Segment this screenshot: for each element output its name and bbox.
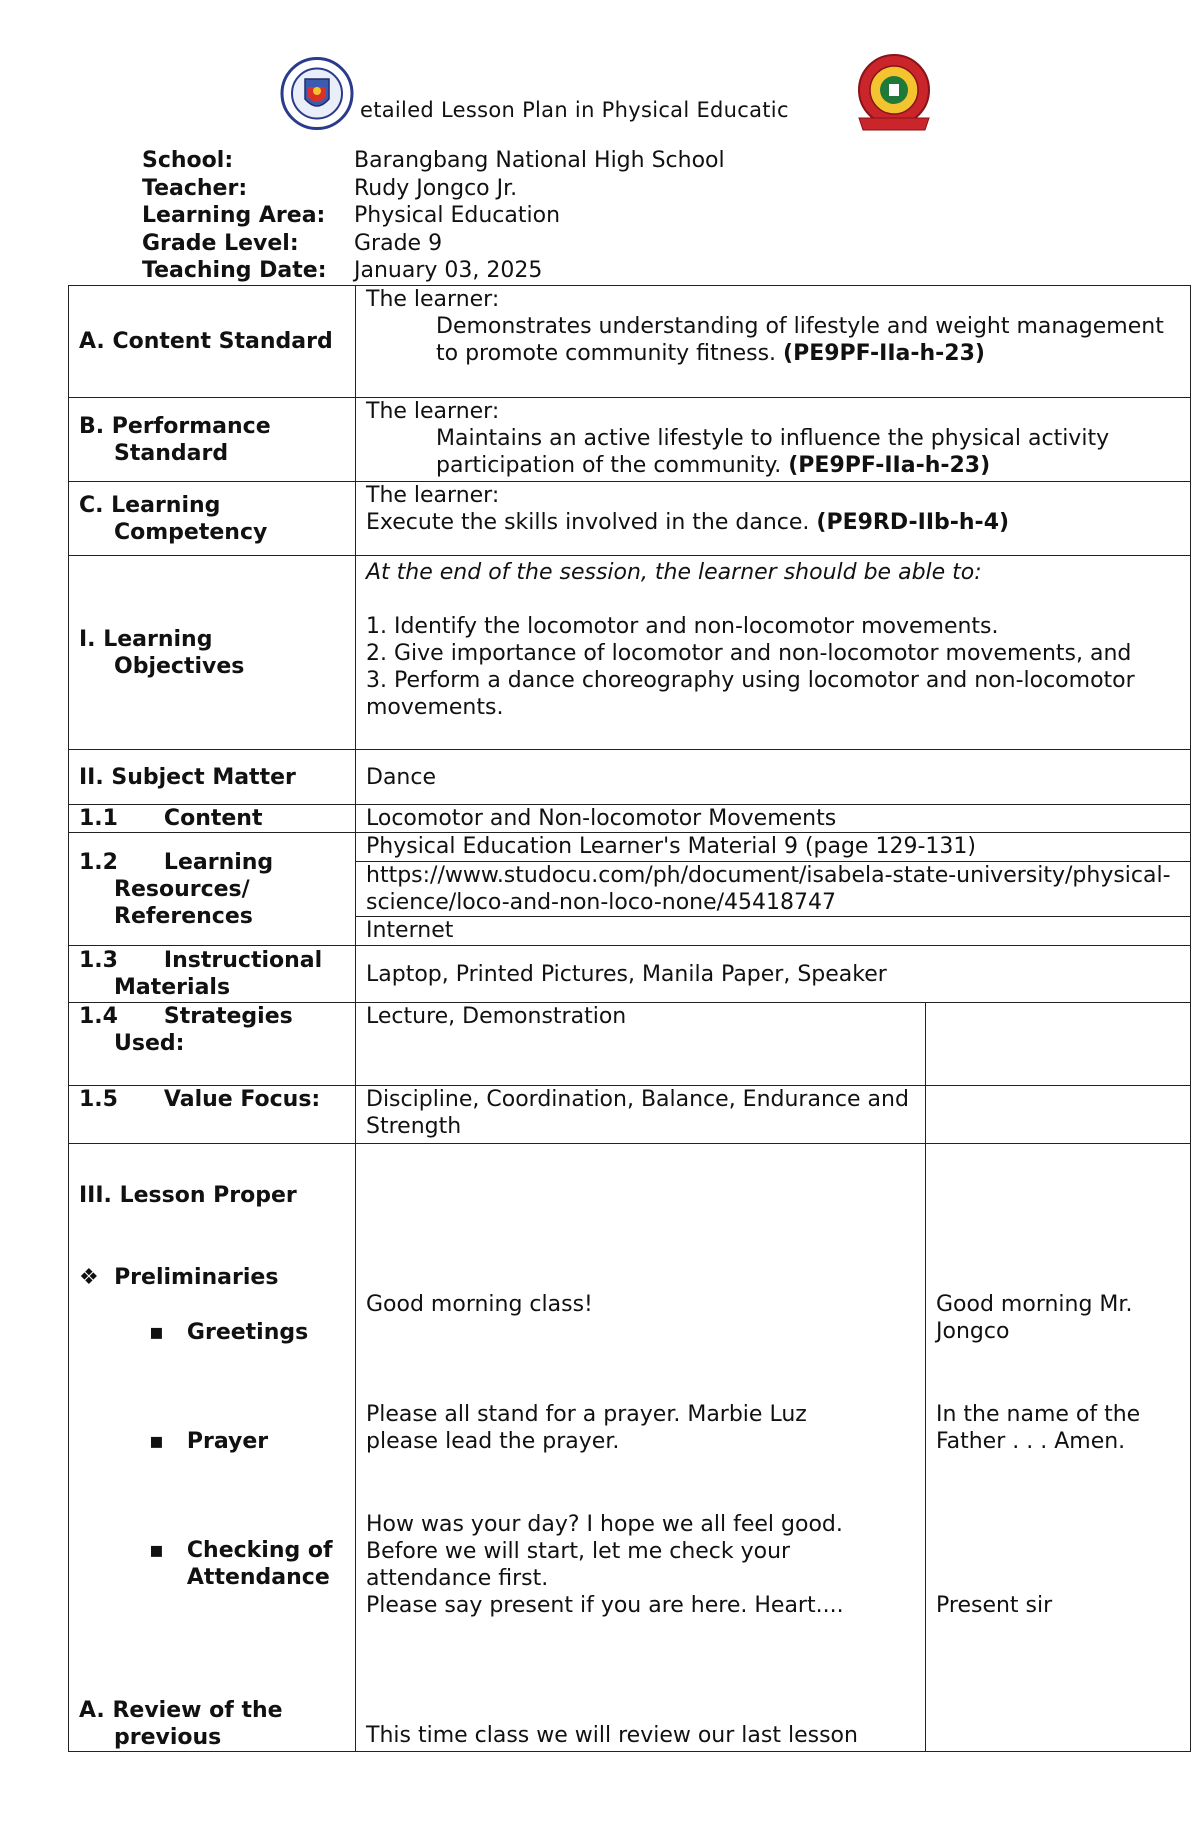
attendance-line: How was your day? I hope we all feel good. (366, 1512, 843, 1537)
learner-intro: The learner: (366, 399, 500, 424)
standard-text (366, 425, 1180, 479)
values-value: Discipline, Coordination, Balance, Endurance and Strength (356, 1086, 926, 1144)
row-label: II. Subject Matter (69, 750, 356, 805)
row-label: A. Content Standard (69, 286, 356, 398)
prayer-label (149, 1428, 268, 1455)
standard-body: Demonstrates understanding of lifestyle and weight management to promote community fitness. (436, 314, 1164, 366)
objective-item: 1. Identify the locomotor and non-locomotor movements. (366, 614, 999, 639)
info-label: Teacher: (142, 175, 248, 201)
row-label: 1.4 Strategies Used: (69, 1003, 356, 1086)
info-row-teacher (142, 175, 725, 203)
subject-matter-value: Dance (356, 750, 1191, 805)
info-label: Grade Level: (142, 230, 299, 256)
resource-link[interactable]: https://www.studocu.com/ph/document/isabela-state-university/physical-science/loco-and-non-loco-none/45418747 (356, 861, 1190, 916)
info-value: January 03, 2025 (354, 258, 543, 283)
greetings-text: Greetings (186, 1320, 309, 1345)
lesson-teacher-cell (356, 1144, 926, 1752)
square-bullet-icon: ▪ (149, 1320, 164, 1345)
competency-code: (PE9RD-IIb-h-4) (816, 510, 1010, 535)
competency-text (366, 509, 1180, 536)
objective-item: 2. Give importance of locomotor and non-locomotor movements, and (366, 641, 1132, 666)
row-learning-competency (69, 482, 1191, 556)
row-values (69, 1086, 1191, 1144)
prayer-teacher: Please all stand for a prayer. Marbie Luz please lead the prayer. (366, 1402, 807, 1454)
attendance-teacher (366, 1511, 916, 1619)
objectives-intro-text: At the end of the session, the learner should be able to: (366, 560, 982, 585)
learner-intro: The learner: (366, 287, 500, 312)
row-learning-objectives (69, 556, 1191, 750)
learning-competency-cell (356, 482, 1191, 556)
review-label: A. Review of the previous (79, 1698, 283, 1750)
objective-item: 3. Perform a dance choreography using locomotor and non-locomotor movements. (366, 668, 1135, 720)
preliminaries-label: Preliminaries (114, 1265, 279, 1290)
objectives-cell (356, 556, 1191, 750)
prayer-text: Prayer (186, 1429, 269, 1454)
attendance-label (149, 1537, 347, 1591)
row-label: B. Performance Standard (69, 398, 356, 482)
row-performance-standard (69, 398, 1191, 482)
info-label: School: (142, 148, 234, 173)
row-strategies (69, 1003, 1191, 1086)
row-label: 1.3 Instructional Materials (69, 946, 356, 1003)
diamond-bullet-icon: ❖ (79, 1265, 99, 1290)
review-teacher: This time class we will review our last lesson (366, 1723, 858, 1748)
lesson-proper-label: III. Lesson Proper (79, 1183, 297, 1208)
row-label: 1.5 Value Focus: (69, 1086, 356, 1144)
resources-cell (356, 833, 1191, 946)
strategies-value: Lecture, Demonstration (356, 1003, 926, 1086)
standard-body: Maintains an active lifestyle to influence the physical activity participation of the community. (436, 426, 1110, 478)
row-lesson-proper (69, 1144, 1191, 1752)
greetings-label (149, 1319, 308, 1346)
info-value: Grade 9 (354, 230, 443, 256)
info-label: Teaching Date: (142, 258, 327, 283)
deped-seal-logo (268, 57, 366, 130)
square-bullet-icon: ▪ (149, 1538, 164, 1563)
info-value: Barangbang National High School (354, 148, 725, 173)
strategies-student-cell (926, 1003, 1191, 1086)
content-standard-cell (356, 286, 1191, 398)
square-bullet-icon: ▪ (149, 1429, 164, 1454)
attendance-line: Before we will start, let me check your attendance first. (366, 1539, 791, 1591)
info-value: Physical Education (354, 203, 561, 228)
materials-value: Laptop, Printed Pictures, Manila Paper, Speaker (356, 946, 1191, 1003)
greetings-teacher: Good morning class! (366, 1292, 593, 1317)
standard-code: (PE9PF-IIa-h-23) (788, 453, 991, 478)
content-value: Locomotor and Non-locomotor Movements (356, 805, 1191, 833)
info-value: Rudy Jongco Jr. (354, 175, 518, 201)
info-row-school (142, 147, 725, 175)
attendance-text: Checking of Attendance (186, 1538, 333, 1590)
lesson-info (142, 147, 725, 285)
row-content (69, 805, 1191, 833)
learner-intro: The learner: (366, 483, 500, 508)
row-materials (69, 946, 1191, 1003)
row-resources (69, 833, 1191, 946)
info-row-grade-level (142, 230, 725, 258)
row-label: 1.1 Content (69, 805, 356, 833)
competency-body: Execute the skills involved in the dance. (366, 510, 810, 535)
info-row-learning-area (142, 202, 725, 230)
attendance-line: Please say present if you are here. Heart.... (366, 1593, 844, 1618)
resource-item: Internet (356, 916, 1190, 944)
school-seal-logo (845, 52, 943, 136)
row-content-standard (69, 286, 1191, 398)
preliminaries-heading (79, 1264, 278, 1291)
resource-item: Physical Education Learner's Material 9 (page 129-131) (366, 834, 976, 859)
row-subject-matter (69, 750, 1191, 805)
standard-code: (PE9PF-IIa-h-23) (783, 341, 985, 366)
objectives-intro (366, 559, 1180, 586)
lesson-labels-cell (69, 1144, 356, 1752)
info-row-teaching-date (142, 257, 725, 285)
row-label: I. Learning Objectives (69, 556, 356, 750)
prayer-student: In the name of the Father . . . Amen. (936, 1402, 1141, 1454)
standard-text (366, 313, 1180, 367)
values-student-cell (926, 1086, 1191, 1144)
row-label: C. Learning Competency (69, 482, 356, 556)
lesson-student-cell (926, 1144, 1191, 1752)
info-label: Learning Area: (142, 203, 326, 228)
attendance-student: Present sir (936, 1593, 1053, 1618)
greetings-student: Good morning Mr. Jongco (936, 1292, 1133, 1344)
document-title: etailed Lesson Plan in Physical Educatic (360, 98, 789, 122)
row-label: 1.2 Learning Resources/ References (69, 833, 356, 946)
performance-standard-cell (356, 398, 1191, 482)
lesson-plan-table (68, 285, 1191, 1752)
